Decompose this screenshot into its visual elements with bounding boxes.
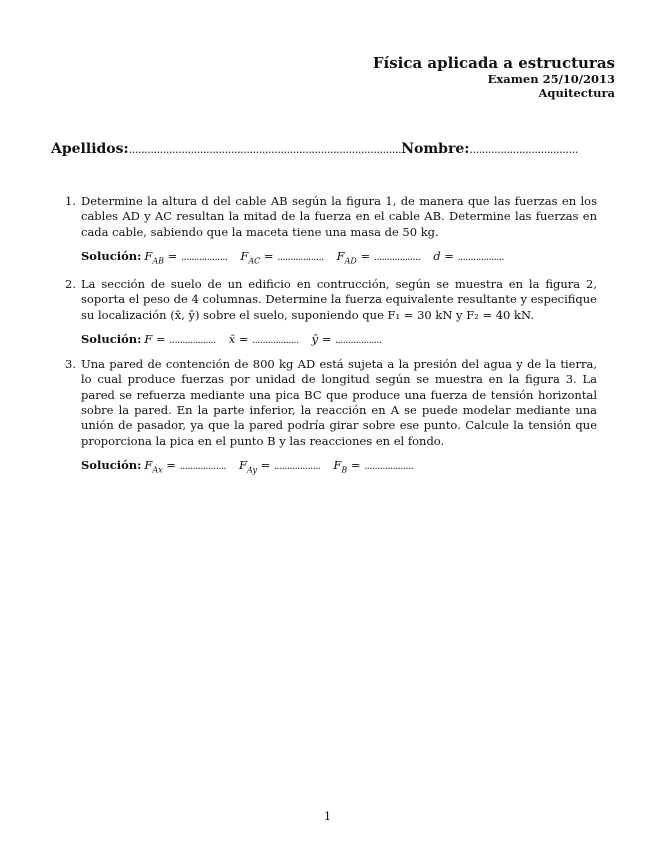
student-name-line — [51, 141, 616, 157]
answer-subscript: Ay — [247, 465, 257, 475]
surname-label: Apellidos: — [51, 141, 129, 157]
equals-sign: = — [356, 248, 374, 263]
surname-blank: ........................................................................................ — [128, 143, 402, 156]
answer-subscript: Ax — [152, 465, 163, 475]
answer-blank — [229, 332, 299, 346]
solution-line — [81, 331, 597, 349]
answer-blank — [240, 248, 324, 266]
answer-blank — [144, 248, 228, 266]
answer-dots: .................. — [169, 335, 216, 347]
answer-dots: .................. — [373, 251, 421, 263]
answer-symbol: d — [433, 248, 441, 263]
answer-symbol: F — [144, 457, 153, 472]
problem-number: 1. — [65, 194, 76, 208]
answer-blank — [312, 332, 382, 346]
name-blank: ................................... — [469, 143, 578, 156]
problem-number: 3. — [65, 357, 76, 372]
problem-number: 2. — [65, 277, 76, 292]
equals-sign: = — [164, 248, 181, 263]
equals-sign: = — [235, 332, 253, 347]
answer-dots: ................... — [364, 460, 414, 472]
problem-item — [62, 277, 597, 349]
answer-symbol: x̄ — [228, 332, 236, 347]
solution-label: Solución: — [81, 332, 142, 347]
answer-symbol: ȳ — [311, 332, 319, 347]
answer-subscript: AD — [344, 256, 357, 266]
answer-blank — [144, 457, 227, 475]
solution-label: Solución: — [81, 457, 142, 472]
answer-dots: .................. — [273, 460, 321, 472]
equals-sign: = — [152, 332, 170, 347]
answer-symbol: F — [333, 457, 342, 472]
answer-symbol: F — [239, 457, 247, 472]
problem-statement: La sección de suelo de un edificio en contrucción, según se muestra en la figura 2, soporta el peso de 4 columnas. Determine la fuerza equivalente resultante y especifique su localización (x̄, ȳ) sobre el suelo, suponiendo que F₁ = 30 kN y F₂ = 40 kN. — [81, 277, 597, 322]
equals-sign: = — [256, 457, 274, 472]
answer-blank — [433, 249, 504, 263]
degree-name: Aquitectura — [538, 86, 615, 100]
answer-dots: .................. — [335, 335, 382, 347]
exam-date: Examen 25/10/2013 — [487, 72, 615, 86]
page-number: 1 — [323, 809, 332, 823]
answer-symbol: F — [240, 248, 249, 263]
answer-dots: .................. — [179, 460, 227, 472]
equals-sign: = — [347, 457, 365, 472]
name-label: Nombre: — [401, 141, 470, 157]
problem-statement: Determine la altura d del cable AB según la figura 1, de manera que las fuerzas en los cables AD y AC resultan la mitad de la fuerza en el cable AB. Determine las fuerzas en cada cable, sabiendo que la maceta tiene una masa de 50 kg. — [81, 194, 597, 239]
solution-line — [81, 457, 597, 478]
answer-dots: .................. — [180, 251, 228, 263]
problem-item — [62, 357, 597, 478]
problem-item — [62, 194, 597, 269]
answer-dots: .................. — [252, 335, 299, 347]
solution-line — [81, 248, 597, 269]
answer-subscript: AC — [248, 256, 261, 266]
course-title: Física aplicada a estructuras — [372, 54, 615, 72]
problem-statement: Una pared de contención de 800 kg AD está sujeta a la presión del agua y de la tierra, lo cual produce fuerzas por unidad de longitud según se muestra en la figura 3. La pared se refuerza mediante una pica BC que produce una fuerza de tensión horizontal sobre la pared. En la parte inferior, la reacción en A se puede modelar mediante una unión de pasador, ya que la pared podría girar sobre ese punto. Calcule la tensión que proporciona la pica en el punto B y las reacciones en el fondo. — [81, 357, 597, 448]
equals-sign: = — [318, 332, 336, 347]
problem-list — [62, 194, 597, 486]
answer-blank — [333, 457, 414, 475]
answer-symbol: F — [144, 332, 153, 347]
answer-blank — [144, 332, 215, 346]
answer-subscript: AB — [152, 256, 164, 266]
exam-header — [373, 54, 615, 100]
solution-label: Solución: — [81, 248, 142, 263]
answer-blank — [239, 457, 321, 475]
equals-sign: = — [162, 457, 180, 472]
answer-symbol: F — [144, 248, 153, 263]
answer-dots: .................. — [277, 251, 324, 263]
answer-blank — [336, 248, 421, 266]
answer-subscript: B — [341, 465, 348, 475]
answer-symbol: F — [336, 248, 345, 263]
answer-dots: .................. — [457, 251, 504, 263]
equals-sign: = — [440, 248, 458, 263]
equals-sign: = — [260, 248, 278, 263]
